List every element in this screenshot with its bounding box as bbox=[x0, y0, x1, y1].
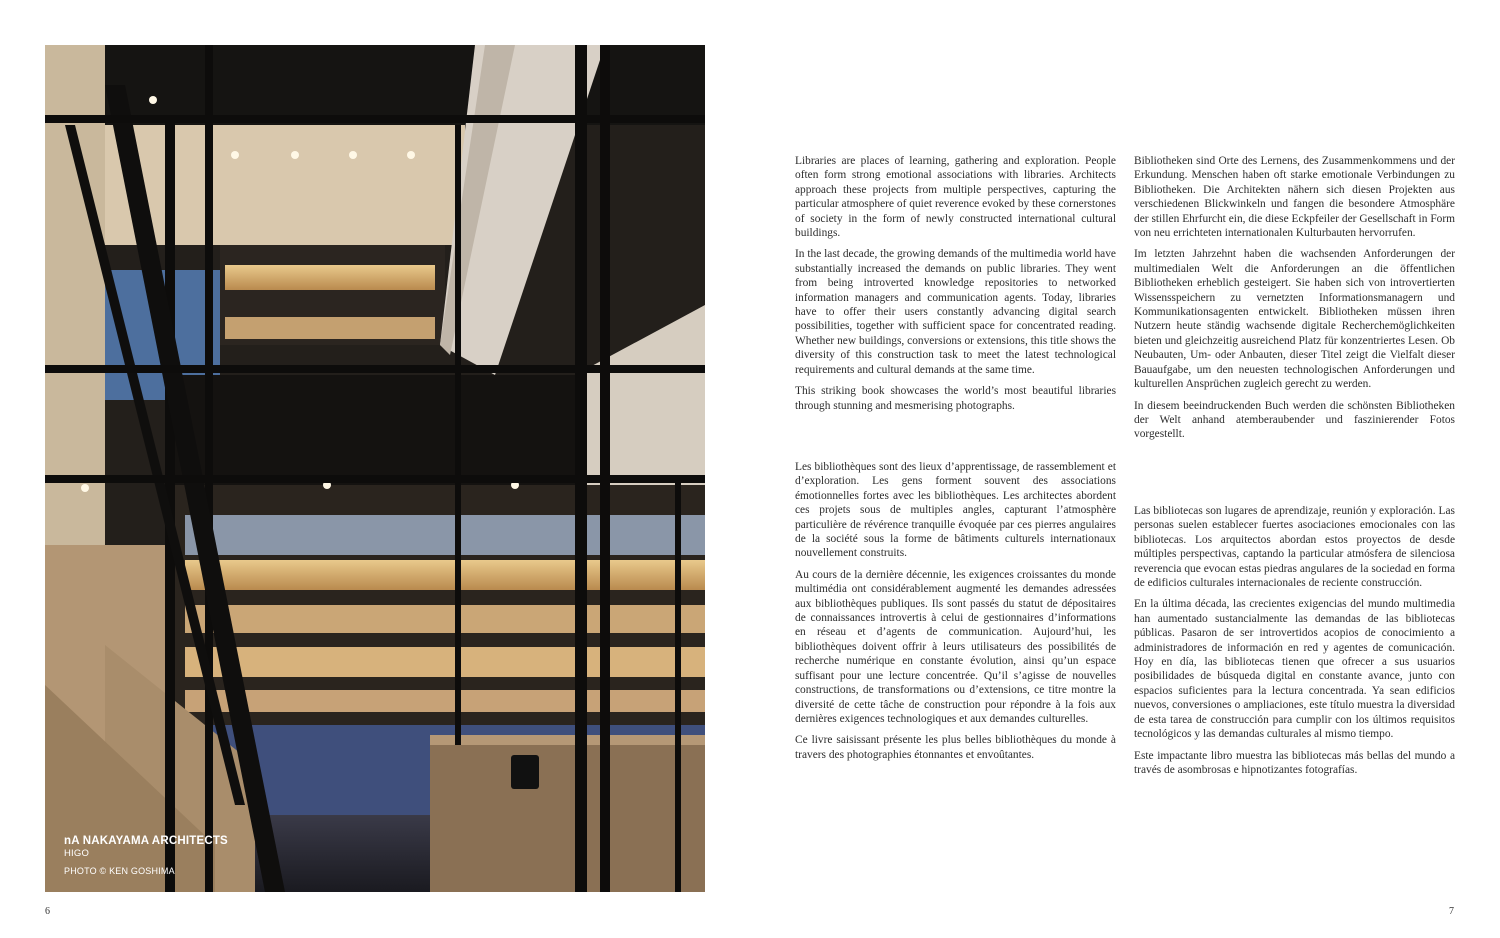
photo-credit: PHOTO © KEN GOSHIMA bbox=[64, 866, 175, 876]
paragraph: Bibliotheken sind Orte des Lernens, des Zusammenkommens und der Erkundung. Menschen haben oft starke emotionale Verbindungen zu Bibliotheken. Die Architekten nähern sich diesen Projekten aus verschiedenen Blickwinkeln und fangen die besondere Atmosphäre der stillen Ehrfurcht ein, die diese Eckpfeiler der Gesellschaft in Form von neu errichteten internationalen Kulturbauten hervorrufen. bbox=[1134, 155, 1455, 240]
paragraph: In the last decade, the growing demands of the multimedia world have substantially increased the demands on public libraries. They went from being introverted knowledge repositories to networked information managers and communication agents. Today, libraries have to offer their users constantly advancing digital search possibilities, together with sufficient space for concentrated reading. Whether new buildings, conversions or extensions, this title shows the diversity of this construction task to meet the latest technological requirements and cultural demands at the same time. bbox=[795, 248, 1116, 376]
paragraph: Ce livre saisissant présente les plus belles bibliothèques du monde à travers des photographies étonnantes et envoûtantes. bbox=[795, 734, 1116, 761]
paragraph: This striking book showcases the world’s most beautiful libraries through stunning and mesmerising photographs. bbox=[795, 385, 1116, 412]
german-text-block bbox=[1134, 154, 1455, 442]
french-text-block bbox=[795, 460, 1116, 762]
spanish-text-block bbox=[1134, 504, 1455, 777]
paragraph: Les bibliothèques sont des lieux d’apprentissage, de rassemblement et d’exploration. Les gens forment souvent des associations émotionnelles fortes avec les bibliothèques. Les architectes abordent ces projets sous de multiples angles, capturant l’atmosphère particulière de révérence tranquille évoquée par ces pierres angulaires de la société sous la forme de bâtiments culturels internationaux nouvellement construits. bbox=[795, 461, 1116, 560]
paragraph: En la última década, las crecientes exigencias del mundo multimedia han aumentado sustancialmente las demandas de las bibliotecas públicas. Pasaron de ser introvertidos acopios de conocimiento a administradores de información en red y agentes de comunicación. Hoy en día, las bibliotecas tienen que ofrecer a sus usuarios posibilidades de búsqueda digital en constante avance, junto con espacios suficientes para la lectura concentrada. Ya sean edificios nuevos, conversiones o ampliaciones, este título muestra la diversidad de esta tarea de construcción para cumplir con los últimos requisitos tecnológicos y las demandas culturales al mismo tiempo. bbox=[1134, 598, 1455, 741]
paragraph: Au cours de la dernière décennie, les exigences croissantes du monde multimédia ont considérablement augmenté les demandes adressées aux bibliothèques publiques. Ils sont passés du statut de dépositaires de connaissances introvertis à celui de gestionnaires d’informations en réseau et d’agents de communication. Aujourd’hui, les bibliothèques doivent offrir à leurs utilisateurs des possibilités de recherche numérique en constante évolution, ainsi qu’un espace suffisant pour une lecture concentrée. Qu’il s’agisse de nouvelles constructions, de transformations ou d’extensions, ce titre montre la diversité de cette tâche de construction pour répondre à la fois aux dernières exigences technologiques et aux demandes culturelles. bbox=[795, 568, 1116, 725]
architect-credit: nA NAKAYAMA ARCHITECTS bbox=[64, 835, 228, 847]
page-number-left: 6 bbox=[45, 906, 50, 917]
library-interior-illustration bbox=[45, 45, 705, 892]
paragraph: In diesem beeindruckenden Buch werden die schönsten Bibliotheken der Welt anhand atemberaubender und faszinierender Fotos vorgestellt. bbox=[1134, 399, 1455, 441]
paragraph: Libraries are places of learning, gathering and exploration. People often form strong emotional associations with libraries. Architects approach these projects from multiple perspectives, capturing the particular atmosphere of quiet reverence evoked by these cornerstones of society in the form of newly constructed international cultural buildings. bbox=[795, 155, 1116, 240]
project-name: HIGO bbox=[64, 848, 90, 859]
page-number-right: 7 bbox=[1449, 906, 1454, 917]
paragraph: Im letzten Jahrzehnt haben die wachsenden Anforderungen der multimedialen Welt die Anforderungen an die öffentlichen Bibliotheken erheblich gesteigert. Sie haben sich von introvertierten Wissensspeichern zu vernetzten Informationsmanagern und Kommunikationsagenten entwickelt. Bibliotheken müssen ihren Nutzern heute ständig wachsende digitale Recherchemöglichkeiten bieten und gleichzeitig ausreichend Platz für konzentriertes Lesen. Ob Neubauten, Um- oder Anbauten, dieser Titel zeigt die Vielfalt dieser Bauaufgabe, um den neuesten technologischen Anforderungen und kulturellen Ansprüchen zugleich gerecht zu werden. bbox=[1134, 248, 1455, 391]
library-photo bbox=[45, 45, 705, 892]
english-text-block bbox=[795, 154, 1116, 413]
paragraph: Las bibliotecas son lugares de aprendizaje, reunión y exploración. Las personas suelen establecer fuertes asociaciones emocionales con las bibliotecas. Los arquitectos abordan estos proyectos de desde múltiples perspectivas, captando la particular atmósfera de silenciosa reverencia que evocan estas piedras angulares de la sociedad en forma de edificios culturales internacionales de reciente construcción. bbox=[1134, 505, 1455, 590]
paragraph: Este impactante libro muestra las bibliotecas más bellas del mundo a través de asombrosas e hipnotizantes fotografías. bbox=[1134, 749, 1455, 776]
